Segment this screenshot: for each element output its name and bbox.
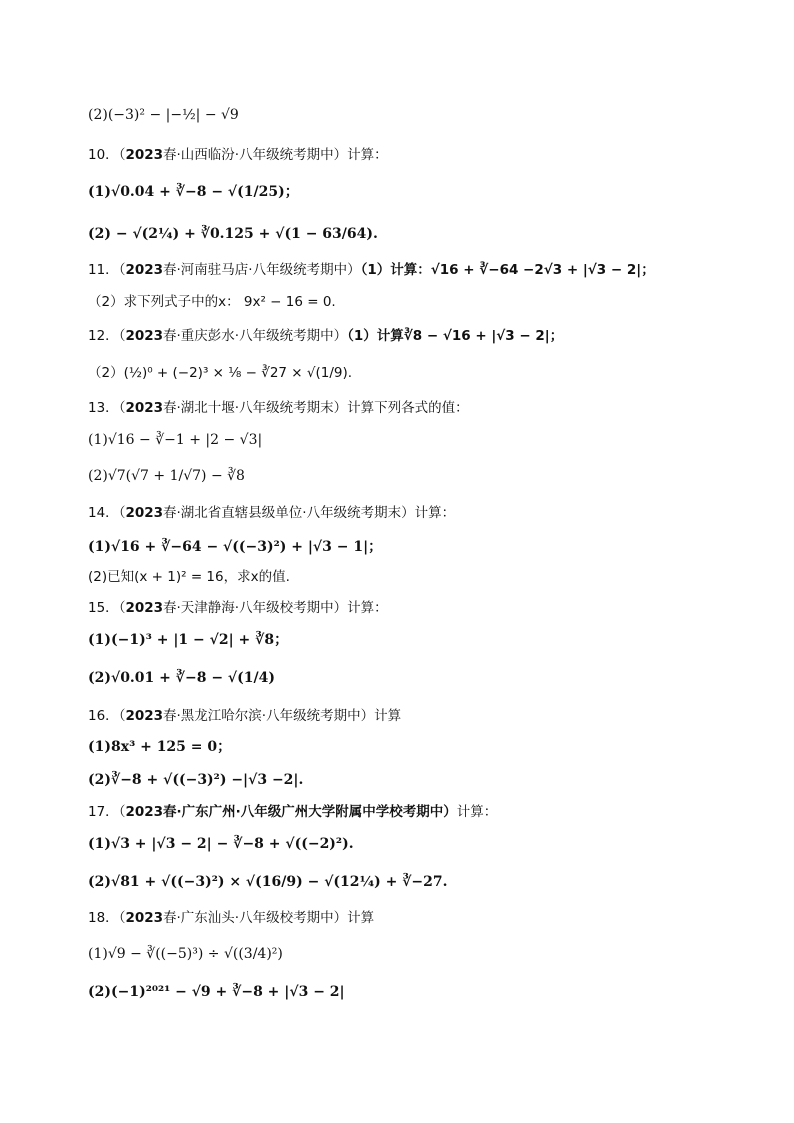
source-year: 2023 xyxy=(125,600,164,616)
problem-17-part-1: (1)√3 + |√3 − 2| − ∛−8 + √((−2)²). xyxy=(88,836,354,852)
problem-number: 17． xyxy=(88,804,119,820)
source-text: 春·河南驻马店·八年级统考期中） xyxy=(163,262,361,278)
problem-18-part-1: (1)√9 − ∛((−5)³) ÷ √((3/4)²) xyxy=(88,946,283,962)
source-text: 春·重庆彭水·八年级统考期中） xyxy=(163,328,348,344)
problem-13-header xyxy=(88,398,469,418)
problem-number: 10． xyxy=(88,147,119,163)
problem-12-header xyxy=(88,326,563,346)
instruction: （1）计算∛8 − √16 + |√3 − 2|； xyxy=(347,328,564,344)
problem-12-part-2: （2）(½)⁰ + (−2)³ × ⅛ − ∛27 × √(1/9). xyxy=(88,365,353,381)
instruction: 计算： xyxy=(347,147,388,163)
source-text: 春·湖北省直辖县级单位·八年级统考期末） xyxy=(163,505,415,521)
problem-number: 14． xyxy=(88,505,119,521)
source-year: 2023 xyxy=(125,400,164,416)
problem-15-header xyxy=(88,598,388,618)
problem-18-header xyxy=(88,908,374,928)
source-text: 春·广东广州·八年级广州大学附属中学校考期中） xyxy=(163,804,457,820)
problem-10-part-2: (2) − √(2¼) + ∛0.125 + √(1 − 63/64). xyxy=(88,226,378,242)
source-text: 春·山西临汾·八年级统考期中） xyxy=(163,147,348,163)
source-open: （ xyxy=(118,147,126,163)
problem-number: 13． xyxy=(88,400,119,416)
source-open: （ xyxy=(118,505,126,521)
source-year: 2023 xyxy=(125,505,164,521)
source-year: 2023 xyxy=(125,804,164,820)
problem-10-header xyxy=(88,145,388,165)
problem-number: 18． xyxy=(88,910,119,926)
problem-14-header xyxy=(88,503,455,523)
source-open: （ xyxy=(118,910,126,926)
source-year: 2023 xyxy=(125,708,164,724)
problem-number: 12． xyxy=(88,328,119,344)
source-open: （ xyxy=(118,262,126,278)
problem-10-part-1: (1)√0.04 + ∛−8 − √(1/25)； xyxy=(88,184,299,200)
source-year: 2023 xyxy=(125,328,164,344)
problem-17-part-2: (2)√81 + √((−3)²) × √(16/9) − √(12¼) + ∛−27. xyxy=(88,874,448,890)
source-open: （ xyxy=(118,708,126,724)
source-text: 春·湖北十堰·八年级统考期末） xyxy=(163,400,348,416)
source-text: 春·黑龙江哈尔滨·八年级统考期中） xyxy=(163,708,375,724)
problem-16-part-1: (1)8x³ + 125 = 0； xyxy=(88,739,232,755)
instruction: 计算 xyxy=(374,708,402,724)
problem-number: 16． xyxy=(88,708,119,724)
problem-17-header xyxy=(88,802,497,822)
source-open: （ xyxy=(118,600,126,616)
source-open: （ xyxy=(118,804,126,820)
source-year: 2023 xyxy=(125,910,164,926)
problem-9-part-2: (2)(−3)² − |−½| − √9 xyxy=(88,107,239,123)
instruction: 计算下列各式的值： xyxy=(347,400,469,416)
problem-number: 15． xyxy=(88,600,119,616)
problem-16-part-2: (2)∛−8 + √((−3)²) −|√3 −2|. xyxy=(88,772,304,788)
problem-14-part-1: (1)√16 + ∛−64 − √((−3)²) + |√3 − 1|； xyxy=(88,539,383,555)
instruction: 计算： xyxy=(347,600,388,616)
problem-11-header xyxy=(88,260,655,280)
source-open: （ xyxy=(118,328,126,344)
problem-15-part-1: (1)(−1)³ + |1 − √2| + ∛8； xyxy=(88,632,289,648)
instruction: 计算： xyxy=(414,505,456,521)
source-year: 2023 xyxy=(125,147,164,163)
problem-13-part-1: (1)√16 − ∛−1 + |2 − √3| xyxy=(88,432,263,448)
instruction: 计算： xyxy=(456,804,498,820)
instruction: （1）计算：√16 + ∛−64 −2√3 + |√3 − 2|； xyxy=(360,262,655,278)
instruction: 计算 xyxy=(347,910,375,926)
source-text: 春·广东汕头·八年级校考期中） xyxy=(163,910,348,926)
problem-number: 11． xyxy=(88,262,119,278)
source-year: 2023 xyxy=(125,262,164,278)
source-text: 春·天津静海·八年级校考期中） xyxy=(163,600,348,616)
problem-11-part-2: （2）求下列式子中的x： 9x² − 16 = 0. xyxy=(88,294,336,310)
source-open: （ xyxy=(118,400,126,416)
problem-13-part-2: (2)√7(√7 + 1/√7) − ∛8 xyxy=(88,468,245,484)
problem-14-part-2: (2)已知(x + 1)² = 16，求x的值. xyxy=(88,569,290,585)
problem-18-part-2: (2)(−1)²⁰²¹ − √9 + ∛−8 + |√3 − 2| xyxy=(88,984,345,1000)
problem-16-header xyxy=(88,706,401,726)
problem-15-part-2: (2)√0.01 + ∛−8 − √(1/4) xyxy=(88,670,275,686)
